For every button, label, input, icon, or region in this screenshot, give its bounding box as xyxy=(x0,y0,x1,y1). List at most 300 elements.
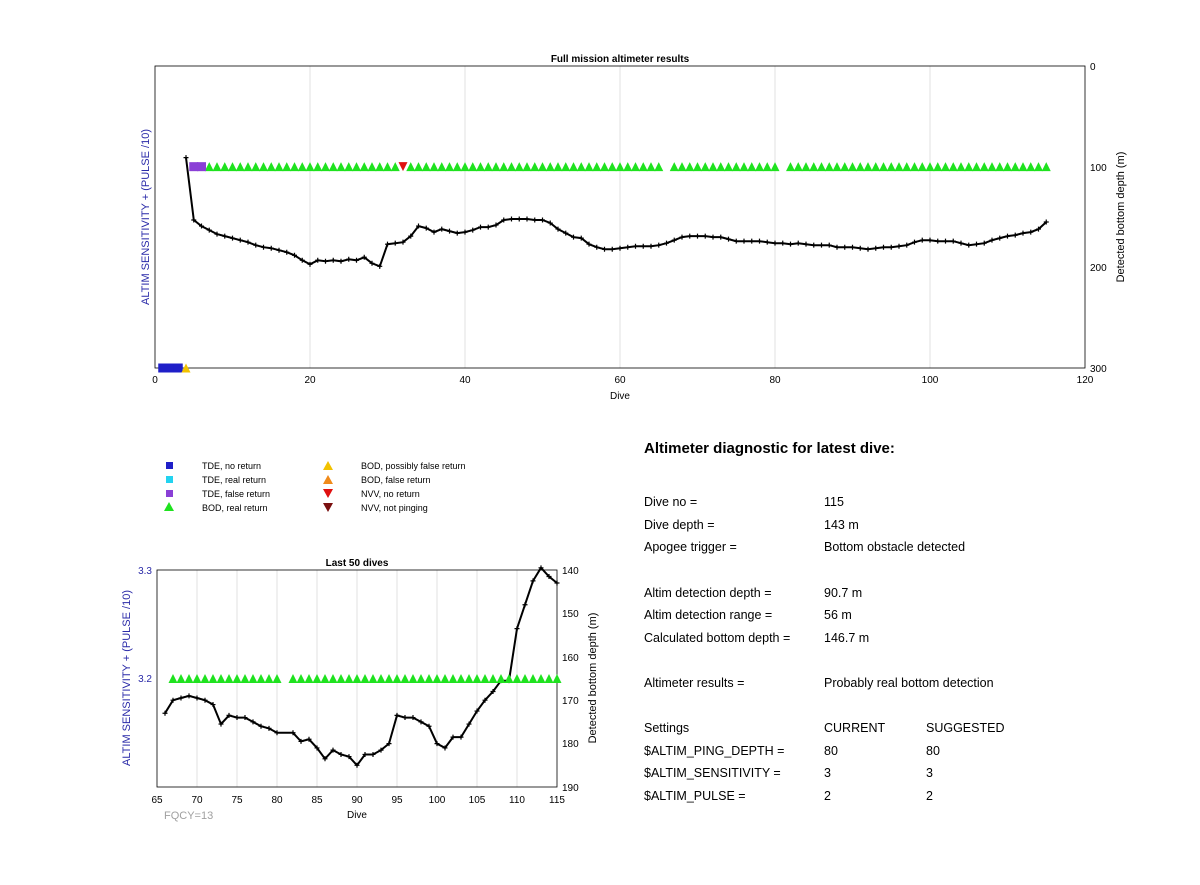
legend-label: BOD, false return xyxy=(361,475,431,485)
inset-marker-bod-real-return xyxy=(433,674,442,683)
inset-marker-bod-real-return xyxy=(377,674,386,683)
main-marker-bod-real-return xyxy=(406,162,415,171)
diag-current-value: 80 xyxy=(824,743,838,758)
main-marker-bod-real-return xyxy=(577,162,586,171)
inset-marker-bod-real-return xyxy=(497,674,506,683)
inset-x-tick-label: 75 xyxy=(231,795,243,806)
main-depth-point xyxy=(517,217,522,222)
main-depth-point xyxy=(641,244,646,249)
main-marker-bod-real-return xyxy=(592,162,601,171)
main-marker-bod-real-return xyxy=(685,162,694,171)
main-marker-bod-real-return xyxy=(507,162,516,171)
main-depth-point xyxy=(540,218,545,223)
inset-right-tick-label: 140 xyxy=(562,566,579,577)
inset-marker-bod-real-return xyxy=(169,674,178,683)
inset-marker-bod-real-return xyxy=(233,674,242,683)
main-marker-bod-real-return xyxy=(267,162,276,171)
main-left-axis-label: ALTIM SENSITIVITY + (PULSE /10) xyxy=(140,129,152,305)
inset-marker-bod-real-return xyxy=(273,674,282,683)
main-marker-bod-real-return xyxy=(879,162,888,171)
main-marker-bod-real-return xyxy=(360,162,369,171)
main-marker-bod-real-return xyxy=(802,162,811,171)
inset-marker-bod-real-return xyxy=(369,674,378,683)
inset-right-tick-label: 170 xyxy=(562,696,579,707)
main-depth-point xyxy=(726,237,731,242)
main-depth-point xyxy=(695,234,700,239)
main-depth-point xyxy=(804,242,809,247)
main-marker-bod-real-return xyxy=(709,162,718,171)
diag-label: $ALTIM_PING_DEPTH = xyxy=(644,743,785,758)
main-depth-point xyxy=(602,247,607,252)
diag-label: Dive depth = xyxy=(644,517,715,532)
main-depth-point xyxy=(656,243,661,248)
main-marker-bod-real-return xyxy=(546,162,555,171)
main-marker-bod-real-return xyxy=(1019,162,1028,171)
main-marker-bod-real-return xyxy=(949,162,958,171)
main-marker-bod-real-return xyxy=(771,162,780,171)
main-marker-bod-real-return xyxy=(995,162,1004,171)
main-marker-bod-real-return xyxy=(530,162,539,171)
main-x-axis xyxy=(152,375,1094,386)
diag-row-detection-depth xyxy=(644,581,1164,604)
main-depth-point xyxy=(835,245,840,250)
diag-suggested-value: 2 xyxy=(926,789,933,804)
diag-value: 143 m xyxy=(824,517,859,532)
main-depth-point xyxy=(393,241,398,246)
main-marker-bod-real-return xyxy=(895,162,904,171)
inset-left-tick-label: 3.2 xyxy=(138,674,152,685)
altimeter-diagnostic-panel xyxy=(644,440,1164,807)
diag-label: Calculated bottom depth = xyxy=(644,630,791,645)
inset-x-tick-label: 95 xyxy=(391,795,403,806)
main-marker-bod-real-return xyxy=(282,162,291,171)
main-marker-bod-real-return xyxy=(515,162,524,171)
inset-left-axis xyxy=(138,566,152,685)
main-depth-point xyxy=(959,241,964,246)
inset-marker-bod-real-return xyxy=(201,674,210,683)
main-depth-point xyxy=(966,243,971,248)
legend-marker-tde-real-return xyxy=(166,476,173,483)
main-depth-point xyxy=(749,239,754,244)
main-marker-bod-real-return xyxy=(383,162,392,171)
inset-x-tick-label: 100 xyxy=(428,795,446,806)
main-depth-point xyxy=(277,248,282,253)
diag-row-pulse xyxy=(644,785,1164,808)
legend-marker-bod-real-return xyxy=(164,502,174,511)
main-marker-bod-real-return xyxy=(228,162,237,171)
diag-current-value: 3 xyxy=(824,766,831,781)
main-depth-point xyxy=(796,241,801,246)
inset-left-tick-label: 3.3 xyxy=(138,566,152,577)
main-depth-point xyxy=(1005,234,1010,239)
diag-suggested-value: 80 xyxy=(926,743,940,758)
main-marker-bod-real-return xyxy=(1003,162,1012,171)
inset-depth-point xyxy=(187,693,192,698)
main-marker-bod-real-return xyxy=(864,162,873,171)
main-marker-bod-real-return xyxy=(732,162,741,171)
main-marker-bod-real-return xyxy=(445,162,454,171)
inset-right-tick-label: 190 xyxy=(562,783,579,794)
main-depth-point xyxy=(866,247,871,252)
main-plot-title: Full mission altimeter results xyxy=(550,54,690,65)
main-marker-bod-real-return xyxy=(251,162,260,171)
diag-row-calculated-depth xyxy=(644,627,1164,650)
main-marker-bod-real-return xyxy=(259,162,268,171)
main-marker-bod-real-return xyxy=(825,162,834,171)
main-depth-point xyxy=(928,238,933,243)
diag-value: 90.7 m xyxy=(824,585,863,600)
main-marker-tde-no-return xyxy=(166,364,175,373)
legend-marker-bod-false-return xyxy=(323,475,333,484)
main-marker-bod-real-return xyxy=(616,162,625,171)
main-marker-bod-real-return xyxy=(437,162,446,171)
main-marker-bod-real-return xyxy=(716,162,725,171)
main-depth-point xyxy=(354,258,359,263)
diag-suggested-value: 3 xyxy=(926,766,933,781)
diag-row-dive-no xyxy=(644,491,1164,514)
inset-marker-bod-real-return xyxy=(417,674,426,683)
main-marker-bod-real-return xyxy=(290,162,299,171)
main-marker-bod-real-return xyxy=(205,162,214,171)
main-marker-bod-real-return xyxy=(523,162,532,171)
inset-marker-bod-real-return xyxy=(505,674,514,683)
main-depth-point xyxy=(525,217,530,222)
main-depth-point xyxy=(881,245,886,250)
inset-plot xyxy=(121,558,599,822)
main-marker-bod-real-return xyxy=(926,162,935,171)
legend-marker-nvv-no-return xyxy=(323,489,333,498)
main-marker-bod-real-return xyxy=(538,162,547,171)
main-marker-bod-real-return xyxy=(933,162,942,171)
main-depth-point xyxy=(323,259,328,264)
main-marker-tde-no-return xyxy=(158,364,167,373)
main-marker-bod-real-return xyxy=(693,162,702,171)
inset-marker-bod-real-return xyxy=(313,674,322,683)
main-marker-bod-real-return xyxy=(654,162,663,171)
legend-marker-nvv-not-pinging xyxy=(323,503,333,512)
main-marker-bod-real-return xyxy=(809,162,818,171)
main-marker-bod-real-return xyxy=(918,162,927,171)
main-marker-bod-real-return xyxy=(453,162,462,171)
legend-label: NVV, no return xyxy=(361,489,420,499)
legend-label: TDE, no return xyxy=(202,461,262,471)
main-depth-point xyxy=(982,241,987,246)
main-marker-bod-real-return xyxy=(337,162,346,171)
main-marker-bod-real-return xyxy=(468,162,477,171)
main-marker-tde-no-return xyxy=(174,364,183,373)
main-marker-bod-real-return xyxy=(484,162,493,171)
main-depth-point xyxy=(625,245,630,250)
diagnostic-title: Altimeter diagnostic for latest dive: xyxy=(644,440,895,457)
main-marker-bod-real-return xyxy=(375,162,384,171)
main-marker-bod-real-return xyxy=(561,162,570,171)
legend-label: BOD, possibly false return xyxy=(361,461,466,471)
main-depth-point xyxy=(230,236,235,241)
inset-plot-marks xyxy=(163,565,562,767)
inset-x-tick-label: 65 xyxy=(151,795,163,806)
current-header: CURRENT xyxy=(824,721,886,736)
main-marker-bod-real-return xyxy=(980,162,989,171)
inset-left-axis-label: ALTIM SENSITIVITY + (PULSE /10) xyxy=(121,590,133,766)
inset-marker-bod-real-return xyxy=(225,674,234,683)
inset-marker-bod-real-return xyxy=(401,674,410,683)
fqcy-footnote: FQCY=13 xyxy=(164,810,214,822)
diag-label: $ALTIM_SENSITIVITY = xyxy=(644,766,781,781)
main-depth-point xyxy=(222,234,227,239)
main-depth-point xyxy=(1021,231,1026,236)
inset-marker-bod-real-return xyxy=(537,674,546,683)
main-depth-point xyxy=(904,243,909,248)
main-marker-bod-real-return xyxy=(414,162,423,171)
main-depth-point xyxy=(897,244,902,249)
inset-x-tick-label: 85 xyxy=(311,795,323,806)
main-plot xyxy=(140,54,1127,402)
inset-right-axis xyxy=(562,566,579,794)
legend-label: NVV, not pinging xyxy=(361,503,428,513)
main-depth-point xyxy=(269,246,274,251)
legend-label: TDE, false return xyxy=(202,489,271,499)
inset-marker-bod-real-return xyxy=(513,674,522,683)
inset-marker-bod-real-return xyxy=(257,674,266,683)
main-marker-bod-real-return xyxy=(492,162,501,171)
main-depth-point xyxy=(827,243,832,248)
inset-marker-bod-real-return xyxy=(553,674,562,683)
diag-value: 115 xyxy=(824,495,844,510)
main-depth-point xyxy=(184,155,189,160)
main-marker-bod-real-return xyxy=(871,162,880,171)
main-marker-bod-real-return xyxy=(391,162,400,171)
main-marker-bod-real-return xyxy=(220,162,229,171)
inset-marker-bod-real-return xyxy=(449,674,458,683)
main-depth-point xyxy=(920,238,925,243)
main-marker-bod-real-return xyxy=(941,162,950,171)
main-marker-bod-real-return xyxy=(236,162,245,171)
main-depth-point xyxy=(935,239,940,244)
diag-current-value: 2 xyxy=(824,789,831,804)
main-right-tick-label: 300 xyxy=(1090,364,1107,375)
main-marker-bod-real-return xyxy=(763,162,772,171)
diag-label: Apogee trigger = xyxy=(644,540,737,555)
main-depth-point xyxy=(742,239,747,244)
inset-marker-bod-real-return xyxy=(489,674,498,683)
settings-header: Settings xyxy=(644,721,690,736)
inset-marker-bod-real-return xyxy=(209,674,218,683)
main-plot-marks xyxy=(158,155,1051,372)
inset-depth-line xyxy=(165,568,557,766)
main-x-tick-label: 20 xyxy=(304,375,316,386)
main-depth-point xyxy=(1013,233,1018,238)
main-marker-bod-real-return xyxy=(344,162,353,171)
main-x-tick-label: 120 xyxy=(1076,375,1094,386)
main-marker-bod-real-return xyxy=(840,162,849,171)
main-marker-bod-real-return xyxy=(600,162,609,171)
inset-marker-bod-real-return xyxy=(529,674,538,683)
inset-x-tick-label: 90 xyxy=(351,795,363,806)
diag-value: Bottom obstacle detected xyxy=(824,540,966,555)
main-marker-bod-real-return xyxy=(306,162,315,171)
main-right-tick-label: 200 xyxy=(1090,263,1107,274)
main-depth-point xyxy=(339,259,344,264)
inset-right-axis-label: Detected bottom depth (m) xyxy=(587,612,599,744)
main-depth-point xyxy=(486,225,491,230)
inset-depth-point xyxy=(195,696,200,701)
diag-row-sensitivity xyxy=(644,762,1164,785)
main-marker-bod-real-return xyxy=(569,162,578,171)
main-marker-tde-false-return xyxy=(189,162,198,171)
main-depth-line xyxy=(186,158,1046,267)
main-marker-bod-real-return xyxy=(724,162,733,171)
inset-marker-bod-real-return xyxy=(249,674,258,683)
main-marker-bod-real-return xyxy=(910,162,919,171)
main-depth-point xyxy=(680,235,685,240)
main-depth-point xyxy=(718,235,723,240)
inset-right-tick-label: 160 xyxy=(562,653,579,664)
legend-marker-tde-false-return xyxy=(166,490,173,497)
inset-marker-bod-real-return xyxy=(473,674,482,683)
inset-x-axis-label: Dive xyxy=(346,810,368,821)
main-marker-bod-real-return xyxy=(964,162,973,171)
main-depth-point xyxy=(873,246,878,251)
main-depth-point xyxy=(284,250,289,255)
main-marker-bod-real-return xyxy=(554,162,563,171)
main-marker-bod-real-return xyxy=(213,162,222,171)
diag-label: Altimeter results = xyxy=(644,676,745,691)
inset-marker-bod-real-return xyxy=(265,674,274,683)
main-marker-bod-real-return xyxy=(833,162,842,171)
inset-marker-bod-real-return xyxy=(329,674,338,683)
main-depth-point xyxy=(261,245,266,250)
inset-marker-bod-real-return xyxy=(297,674,306,683)
main-depth-point xyxy=(664,241,669,246)
inset-marker-bod-real-return xyxy=(337,674,346,683)
inset-marker-bod-real-return xyxy=(385,674,394,683)
inset-marker-bod-real-return xyxy=(545,674,554,683)
main-marker-bod-real-return xyxy=(786,162,795,171)
inset-right-tick-label: 150 xyxy=(562,609,579,620)
main-marker-bod-real-return xyxy=(321,162,330,171)
inset-x-axis xyxy=(151,795,565,806)
main-depth-point xyxy=(455,231,460,236)
main-depth-point xyxy=(711,235,716,240)
main-depth-point xyxy=(331,258,336,263)
diag-row-detection-range xyxy=(644,604,1164,627)
main-marker-bod-real-return xyxy=(329,162,338,171)
diag-row-apogee xyxy=(644,536,1164,559)
main-depth-point xyxy=(618,246,623,251)
main-marker-bod-real-return xyxy=(972,162,981,171)
inset-depth-point xyxy=(179,696,184,701)
main-marker-bod-real-return xyxy=(887,162,896,171)
inset-marker-bod-real-return xyxy=(457,674,466,683)
inset-marker-bod-real-return xyxy=(193,674,202,683)
main-depth-point xyxy=(687,234,692,239)
inset-depth-point xyxy=(235,715,240,720)
main-marker-tde-false-return xyxy=(197,162,206,171)
main-marker-bod-real-return xyxy=(623,162,632,171)
main-marker-bod-real-return xyxy=(740,162,749,171)
inset-marker-bod-real-return xyxy=(465,674,474,683)
main-depth-point xyxy=(842,245,847,250)
main-x-tick-label: 60 xyxy=(614,375,626,386)
inset-x-tick-label: 80 xyxy=(271,795,283,806)
inset-marker-bod-real-return xyxy=(353,674,362,683)
main-marker-bod-real-return xyxy=(747,162,756,171)
diag-value: 56 m xyxy=(824,608,852,623)
legend-marker-tde-no-return xyxy=(166,462,173,469)
suggested-header: SUGGESTED xyxy=(926,721,1005,736)
main-marker-bod-real-return xyxy=(957,162,966,171)
main-depth-point xyxy=(997,236,1002,241)
main-depth-point xyxy=(811,243,816,248)
main-marker-bod-real-return xyxy=(608,162,617,171)
inset-marker-bod-real-return xyxy=(361,674,370,683)
diag-label: Altim detection depth = xyxy=(644,585,772,600)
legend-marker-bod-possibly-false xyxy=(323,461,333,470)
inset-depth-point xyxy=(523,602,528,607)
main-depth-point xyxy=(447,229,452,234)
main-depth-point xyxy=(1028,230,1033,235)
main-marker-bod-real-return xyxy=(476,162,485,171)
main-depth-point xyxy=(470,228,475,233)
main-depth-point xyxy=(346,257,351,262)
main-marker-nvv-no-return xyxy=(399,162,408,171)
main-marker-bod-real-return xyxy=(352,162,361,171)
main-marker-bod-real-return xyxy=(1042,162,1051,171)
main-x-axis-label: Dive xyxy=(609,391,631,402)
diag-row-results xyxy=(644,672,1164,695)
main-marker-bod-real-return xyxy=(430,162,439,171)
main-depth-point xyxy=(765,240,770,245)
inset-marker-bod-real-return xyxy=(177,674,186,683)
main-depth-point xyxy=(819,243,824,248)
main-x-tick-label: 40 xyxy=(459,375,471,386)
main-depth-point xyxy=(610,247,615,252)
inset-plot-title: Last 50 dives xyxy=(325,558,389,569)
main-right-axis-label: Detected bottom depth (m) xyxy=(1115,151,1127,283)
main-marker-bod-real-return xyxy=(988,162,997,171)
main-depth-point xyxy=(951,239,956,244)
main-marker-bod-real-return xyxy=(902,162,911,171)
main-marker-bod-real-return xyxy=(701,162,710,171)
main-depth-point xyxy=(889,245,894,250)
main-depth-point xyxy=(703,234,708,239)
diag-row-settings-header xyxy=(644,717,1164,740)
main-x-tick-label: 80 xyxy=(769,375,781,386)
inset-marker-bod-real-return xyxy=(241,674,250,683)
inset-marker-bod-real-return xyxy=(393,674,402,683)
main-x-tick-label: 100 xyxy=(921,375,939,386)
inset-marker-bod-real-return xyxy=(289,674,298,683)
main-marker-bod-real-return xyxy=(1034,162,1043,171)
main-marker-bod-real-return xyxy=(585,162,594,171)
inset-marker-bod-real-return xyxy=(321,674,330,683)
main-marker-bod-real-return xyxy=(1026,162,1035,171)
main-gridlines xyxy=(310,66,930,368)
main-depth-point xyxy=(943,239,948,244)
main-marker-bod-real-return xyxy=(639,162,648,171)
inset-marker-bod-real-return xyxy=(305,674,314,683)
diag-value: 146.7 m xyxy=(824,630,870,645)
main-x-tick-label: 0 xyxy=(152,375,158,386)
main-marker-bod-real-return xyxy=(244,162,253,171)
main-depth-point xyxy=(858,246,863,251)
diag-row-dive-depth xyxy=(644,514,1164,537)
inset-x-tick-label: 110 xyxy=(509,795,525,806)
main-depth-point xyxy=(385,242,390,247)
main-depth-point xyxy=(850,245,855,250)
main-depth-point xyxy=(532,218,537,223)
main-depth-point xyxy=(757,239,762,244)
